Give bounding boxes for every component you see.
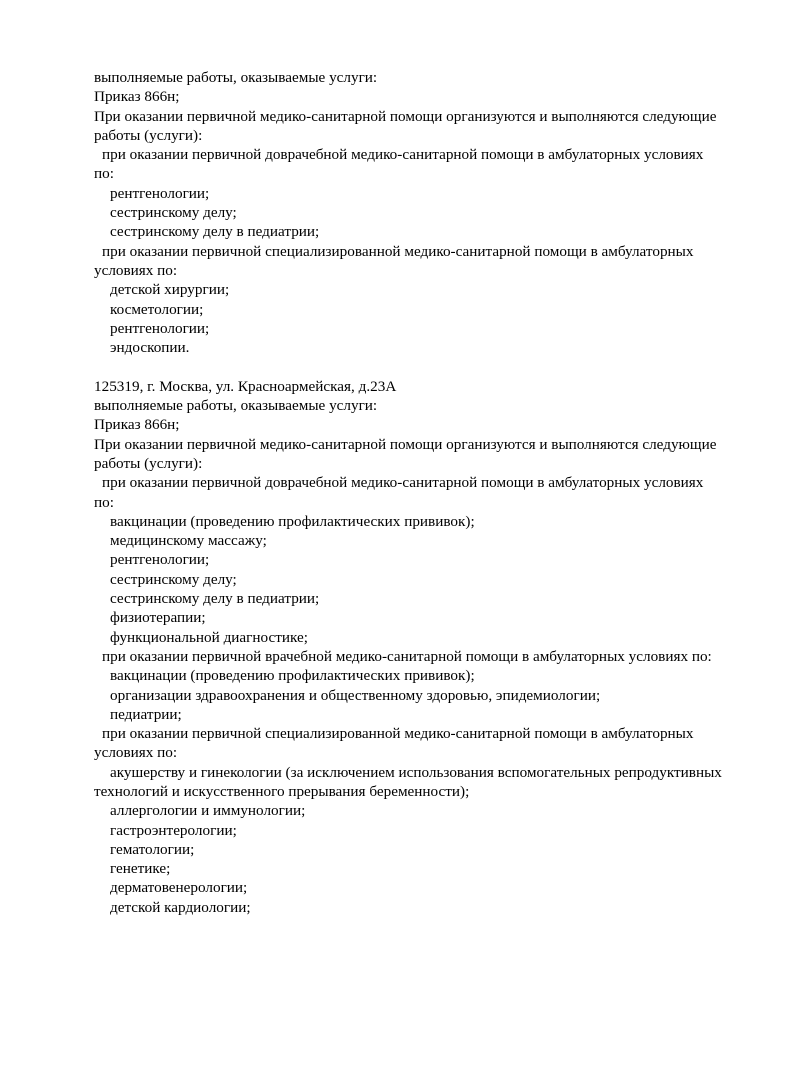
address-line: 125319, г. Москва, ул. Красноармейская, д.23А: [94, 377, 397, 395]
list-item: сестринскому делу в педиатрии;: [110, 590, 320, 608]
intro-text-line-2: работы (услуги):: [94, 126, 203, 144]
works-header: выполняемые работы, оказываемые услуги:: [94, 397, 378, 415]
intro-text-line-2: работы (услуги):: [94, 454, 203, 472]
order-reference: Приказ 866н;: [94, 88, 180, 106]
section-heading-line-1: при оказании первичной доврачебной медико-санитарной помощи в амбулаторных условиях: [102, 146, 704, 164]
works-header: выполняемые работы, оказываемые услуги:: [94, 69, 378, 86]
list-item: аллергологии и иммунологии;: [110, 802, 306, 820]
intro-text-line-1: При оказании первичной медико-санитарной помощи организуются и выполняются следующие: [94, 107, 717, 125]
list-item: генетике;: [110, 860, 171, 878]
section-heading-line-1: при оказании первичной доврачебной медико-санитарной помощи в амбулаторных условиях: [102, 474, 704, 492]
list-item: гематологии;: [110, 840, 195, 858]
section-heading: при оказании первичной врачебной медико-санитарной помощи в амбулаторных условиях по:: [102, 647, 712, 665]
block-spacer: [94, 357, 774, 376]
list-item-line-2: технологий и искусственного прерывания беременности);: [94, 782, 470, 800]
section-heading-line-2: по:: [94, 493, 114, 511]
list-item: гастроэнтерологии;: [110, 821, 237, 839]
list-item: сестринскому делу;: [110, 204, 237, 222]
document-page: [94, 68, 774, 917]
section-heading-line-1: при оказании первичной специализированной медико-санитарной помощи в амбулаторных: [102, 725, 694, 743]
list-item: дерматовенерологии;: [110, 879, 248, 897]
list-item: рентгенологии;: [110, 551, 210, 569]
order-reference: Приказ 866н;: [94, 416, 180, 434]
list-item: педиатрии;: [110, 705, 182, 723]
list-item: вакцинации (проведению профилактических прививок);: [110, 512, 475, 530]
list-item: рентгенологии;: [110, 319, 210, 337]
list-item: вакцинации (проведению профилактических прививок);: [110, 667, 475, 685]
list-item: рентгенологии;: [110, 184, 210, 202]
list-item-line-1: акушерству и гинекологии (за исключением использования вспомогательных репродуктивных: [110, 763, 722, 781]
list-item: сестринскому делу;: [110, 570, 237, 588]
list-item: медицинскому массажу;: [110, 532, 267, 550]
section-heading-line-2: условиях по:: [94, 261, 178, 279]
section-heading-line-2: условиях по:: [94, 744, 178, 762]
list-item: организации здравоохранения и общественному здоровью, эпидемиологии;: [110, 686, 601, 704]
section-heading-line-1: при оказании первичной специализированной медико-санитарной помощи в амбулаторных: [102, 242, 694, 260]
list-item: сестринскому делу в педиатрии;: [110, 223, 320, 241]
list-item: физиотерапии;: [110, 609, 206, 627]
intro-text-line-1: При оказании первичной медико-санитарной помощи организуются и выполняются следующие: [94, 435, 717, 453]
list-item: детской кардиологии;: [110, 898, 251, 916]
section-heading-line-2: по:: [94, 165, 114, 183]
list-item: косметологии;: [110, 300, 204, 318]
list-item: эндоскопии.: [110, 339, 190, 357]
list-item: функциональной диагностике;: [110, 628, 308, 646]
list-item: детской хирургии;: [110, 281, 230, 299]
